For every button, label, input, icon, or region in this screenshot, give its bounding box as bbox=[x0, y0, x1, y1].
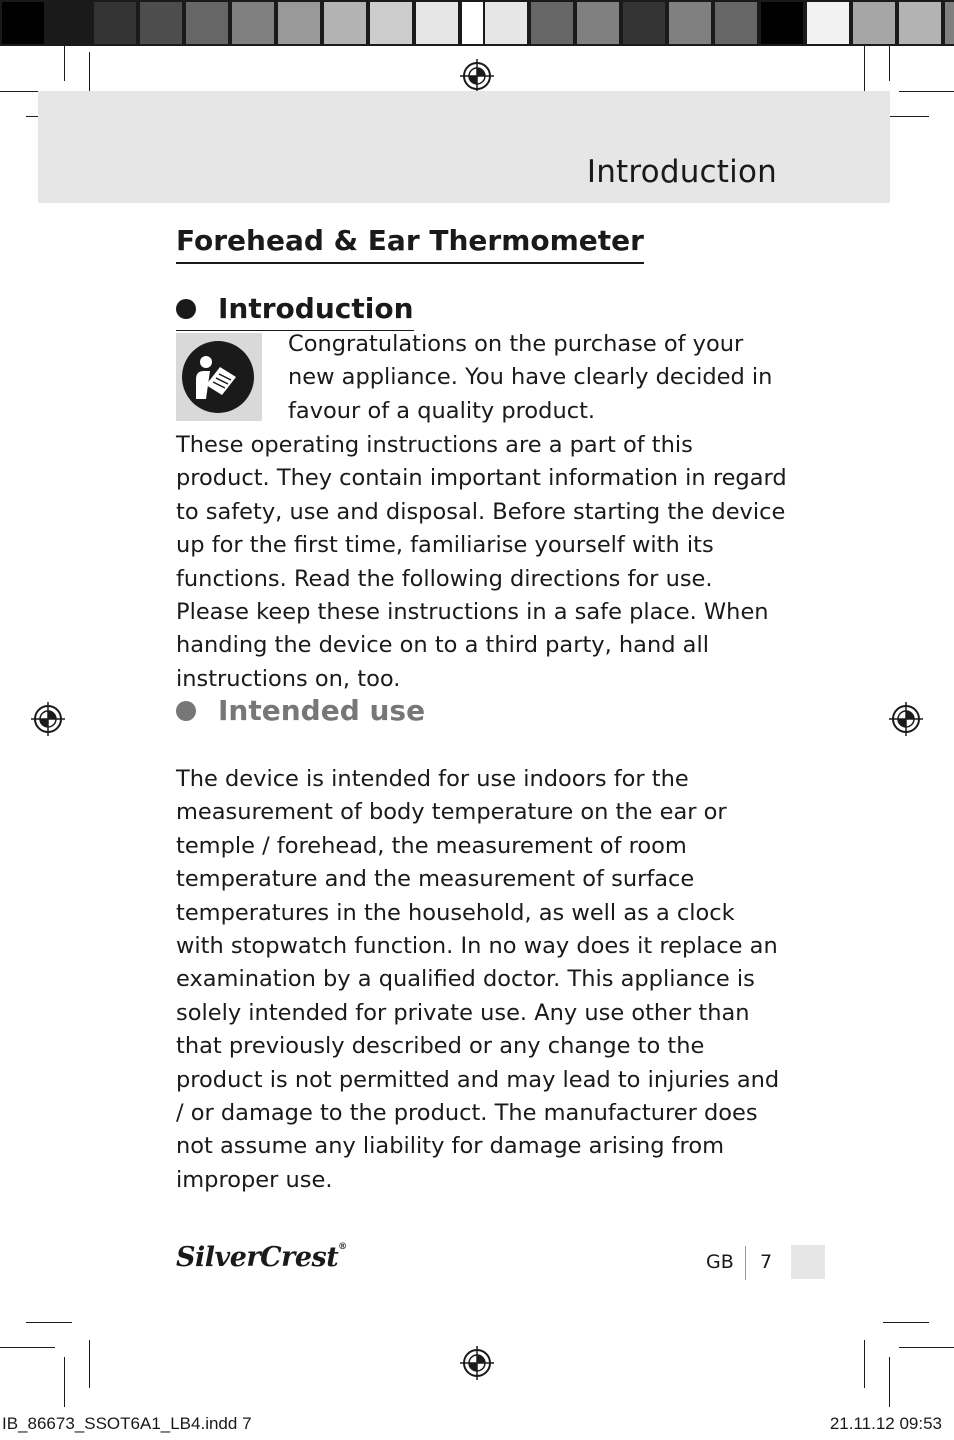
color-swatch-bar-right bbox=[483, 0, 954, 46]
color-swatch bbox=[322, 0, 368, 46]
brand-logo-text: SilverCrest bbox=[176, 1242, 339, 1273]
color-swatch bbox=[138, 0, 184, 46]
color-swatch bbox=[46, 0, 92, 46]
color-swatch bbox=[575, 0, 621, 46]
color-swatch bbox=[414, 0, 460, 46]
section-heading-intended-use bbox=[176, 692, 425, 730]
registration-mark-icon bbox=[889, 702, 923, 736]
introduction-lead-paragraph: Congratulations on the purchase of your new appliance. You have clearly decided in favour of a quality product. bbox=[288, 331, 773, 424]
slug-datetime: 21.11.12 09:53 bbox=[829, 1414, 942, 1433]
color-swatch bbox=[529, 0, 575, 46]
color-swatch bbox=[0, 0, 46, 46]
color-swatch bbox=[368, 0, 414, 46]
document-title: Forehead & Ear Thermometer bbox=[176, 222, 644, 264]
registration-mark-icon bbox=[460, 59, 494, 93]
color-swatch bbox=[713, 0, 759, 46]
page-number: 7 bbox=[760, 1251, 773, 1273]
crop-mark bbox=[889, 46, 890, 81]
color-swatch bbox=[943, 0, 954, 46]
color-swatch bbox=[897, 0, 943, 46]
crop-mark bbox=[899, 91, 954, 92]
registration-mark-icon bbox=[31, 702, 65, 736]
registration-mark-icon bbox=[460, 1346, 494, 1380]
color-swatch bbox=[92, 0, 138, 46]
introduction-body-paragraph: These operating instructions are a part of this product. They contain important information in regard to safety, use and disposal. Before starting the device up for the first time, familiarise yourself with its functions. Read the following directions for use. Please keep these instructions in a safe place. When handing the device on to a third party, hand all instructions on, too. bbox=[176, 432, 787, 692]
intended-use-paragraph: The device is intended for use indoors for the measurement of body temperature on the ear or temple / forehead, the measurement of room temperature and the measurement of surface temperatures in the household, as well as a clock with stopwatch function. In no way does it replace an examination by a qualified doctor. This appliance is solely intended for private use. Any use other than that previously described or any change to the product is not permitted and may lead to injuries and / or damage to the product. The manufacturer does not assume any liability for damage arising from improper use. bbox=[176, 766, 780, 1193]
crop-mark bbox=[26, 1322, 72, 1323]
slug-filename: IB_86673_SSOT6A1_LB4.indd 7 bbox=[2, 1414, 252, 1433]
page-tab-marker bbox=[791, 1245, 825, 1279]
color-swatch bbox=[805, 0, 851, 46]
section-heading-introduction bbox=[176, 290, 414, 331]
color-swatch-bar-left bbox=[0, 0, 506, 46]
color-swatch bbox=[276, 0, 322, 46]
section-heading-label: Introduction bbox=[218, 292, 414, 325]
crop-mark bbox=[899, 1347, 954, 1348]
crop-mark bbox=[64, 46, 65, 81]
crop-mark bbox=[89, 1340, 90, 1388]
color-swatch bbox=[184, 0, 230, 46]
bullet-icon bbox=[176, 299, 196, 319]
section-heading-label: Intended use bbox=[218, 694, 426, 727]
crop-mark bbox=[64, 1357, 65, 1407]
language-code: GB bbox=[706, 1251, 734, 1273]
crop-mark bbox=[0, 1347, 55, 1348]
color-swatch bbox=[621, 0, 667, 46]
color-swatch bbox=[483, 0, 529, 46]
read-manual-icon bbox=[176, 333, 262, 421]
color-swatch bbox=[851, 0, 897, 46]
color-swatch bbox=[667, 0, 713, 46]
color-swatch bbox=[759, 0, 805, 46]
crop-mark bbox=[883, 1322, 929, 1323]
crop-mark bbox=[864, 1340, 865, 1388]
color-swatch bbox=[230, 0, 276, 46]
page-header-title: Introduction bbox=[586, 154, 777, 190]
brand-logo: SilverCrest® bbox=[176, 1242, 347, 1273]
footer-divider bbox=[745, 1246, 746, 1280]
bullet-icon bbox=[176, 701, 196, 721]
crop-mark bbox=[889, 1357, 890, 1407]
